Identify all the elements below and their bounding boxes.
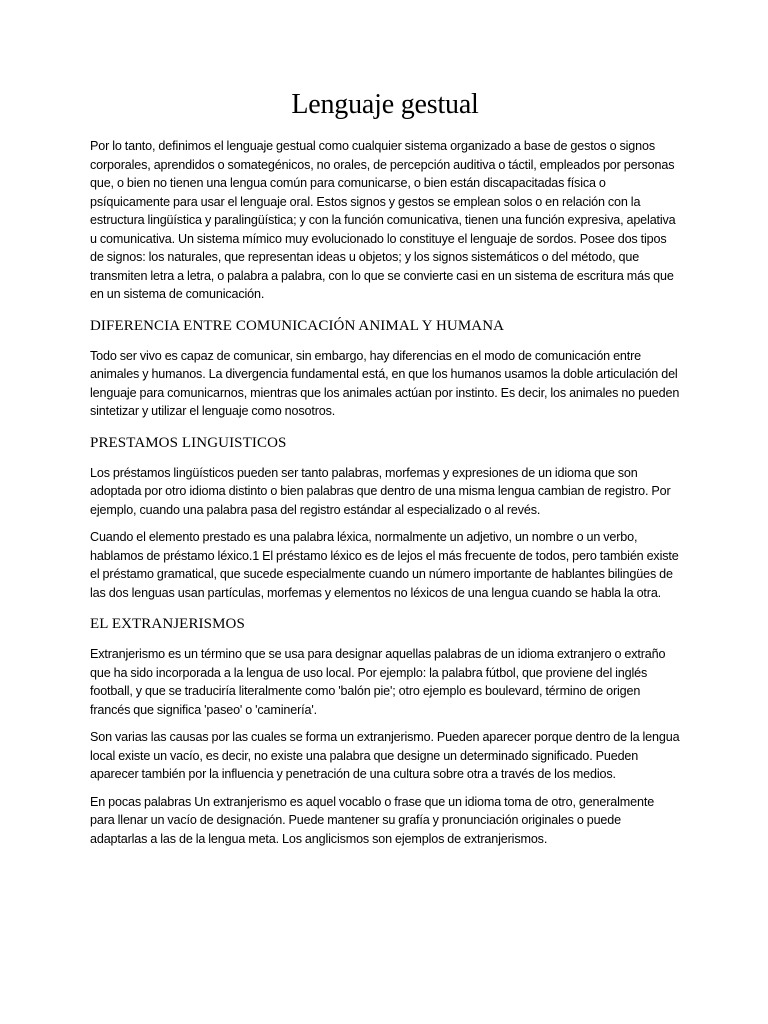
paragraph-extranjerismos-3: En pocas palabras Un extranjerismo es aquel vocablo o frase que un idioma toma de otro, generalmente para llenar un vacío de designación. Puede mantener su grafía y pronunciación originales o puede adaptarlas a las de la lengua meta. Los anglicismos son ejemplos de extranjerismos. bbox=[90, 794, 655, 846]
document-page bbox=[90, 88, 680, 857]
paragraph-prestamos-1: Los préstamos lingüísticos pueden ser tanto palabras, morfemas y expresiones de un idioma que son adoptada por otro idioma distinto o bien palabras que dentro de una misma lengua cambian de registro. Por ejemplo, cuando una palabra pasa del registro estándar al especializado o al revés. bbox=[90, 465, 671, 517]
paragraph-prestamos-2: Cuando el elemento prestado es una palabra léxica, normalmente un adjetivo, un nombre o un verbo, hablamos de préstamo léxico.1 El préstamo léxico es de lejos el más frecuente de todos, pero también existe el préstamo gramatical, que sucede especialmente cuando un número importante de hablantes bilingües de las dos lenguas usan partículas, morfemas y elementos no léxicos de una lengua cuando se habla la otra. bbox=[90, 530, 679, 600]
paragraph-comunicacion-1: Todo ser vivo es capaz de comunicar, sin embargo, hay diferencias en el modo de comunicación entre animales y humanos. La divergencia fundamental está, en que los humanos usamos la doble articulación del lenguaje para comunicarnos, mientras que los animales actúan por instinto. Es decir, los animales no pueden sintetizar y utilizar el lenguaje como nosotros. bbox=[90, 348, 680, 418]
page-title: Lenguaje gestual bbox=[291, 89, 479, 120]
paragraph-extranjerismos-1: Extranjerismo es un término que se usa para designar aquellas palabras de un idioma extranjero o extraño que ha sido incorporada a la lengua de uso local. Por ejemplo: la palabra fútbol, que proviene del inglés football, y que se traduciría literalmente como 'balón pie'; otro ejemplo es boulevard, término de origen francés que significa 'paseo' o 'caminería'. bbox=[90, 647, 666, 717]
section-heading-prestamos: PRESTAMOS LINGUISTICOS bbox=[90, 434, 287, 451]
section-heading-extranjerismos: EL EXTRANJERISMOS bbox=[90, 616, 245, 632]
intro-paragraph: Por lo tanto, definimos el lenguaje gestual como cualquier sistema organizado a base de gestos o signos corporales, aprendidos o somategénicos, no orales, de percepción auditiva o táctil, empleados por personas que, o bien no tienen una lengua común para comunicarse, o bien están discapacitadas física o psíquicamente para usar el lenguaje oral. Estos signos y gestos se emplean solos o en relación con la estructura lingüística y paralingüística; y con la función comunicativa, tienen una función expresiva, apelativa u comunicativa. Un sistema mímico muy evolucionado lo constituye el lenguaje de sordos. Posee dos tipos de signos: los naturales, que representan ideas u objetos; y los signos sistemáticos o del método, que transmiten letra a letra, o palabra a palabra, con lo que se convierte casi en un sistema de escritura más que en un sistema de comunicación. bbox=[90, 139, 676, 301]
paragraph-extranjerismos-2: Son varias las causas por las cuales se forma un extranjerismo. Pueden aparecer porque dentro de la lengua local existe un vacío, es decir, no existe una palabra que designe un determinado significado. Pueden aparecer también por la influencia y penetración de una cultura sobre otra a través de los medios. bbox=[90, 730, 680, 781]
section-heading-comunicacion: DIFERENCIA ENTRE COMUNICACIÓN ANIMAL Y HUMANA bbox=[90, 317, 505, 334]
